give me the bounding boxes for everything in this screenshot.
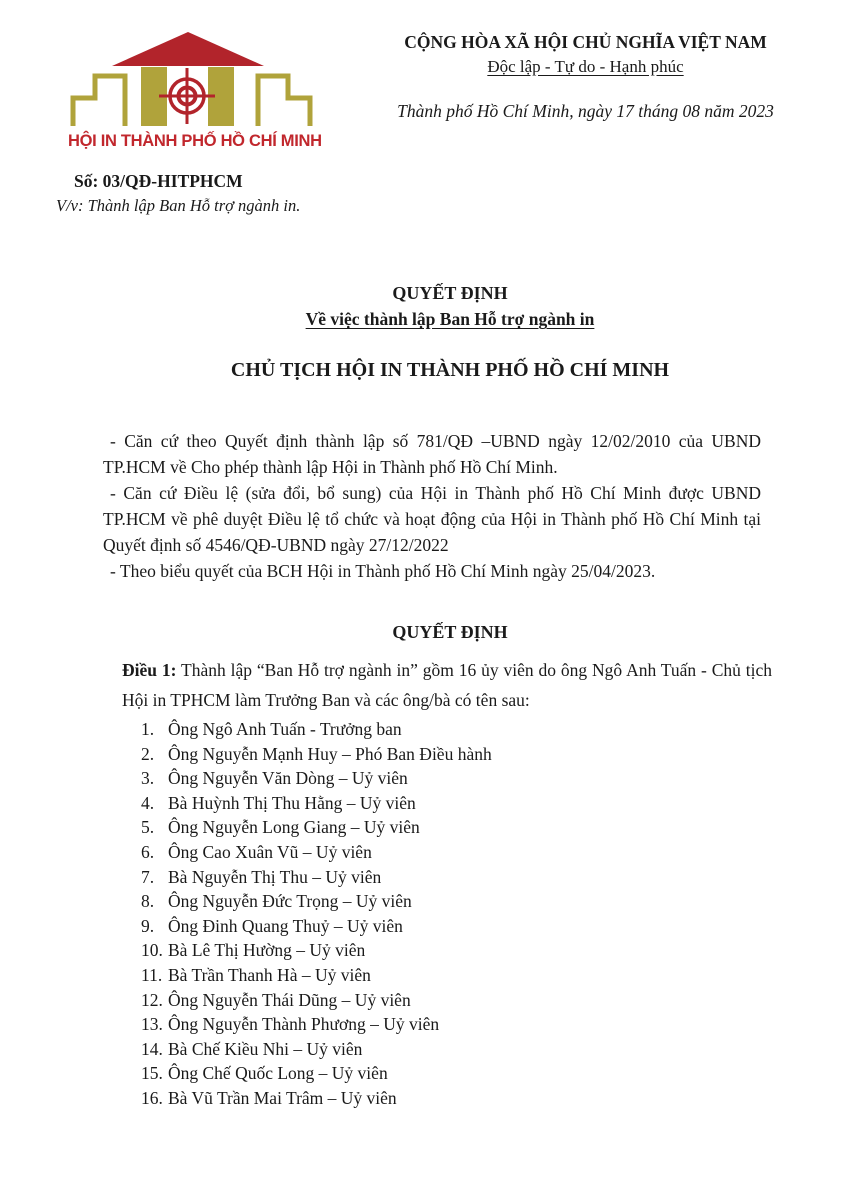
list-item-number: 11. — [141, 964, 163, 985]
list-item-name: Bà Vũ Trần Mai Trâm – Uỷ viên — [168, 1087, 397, 1108]
list-item-number: 15. — [141, 1063, 163, 1084]
list-item-name: Ông Nguyễn Thái Dũng – Uỷ viên — [168, 989, 411, 1010]
list-item — [141, 1037, 701, 1062]
list-item — [141, 815, 701, 840]
emblem-roof-icon — [112, 32, 264, 66]
list-item-name: Ông Nguyễn Mạnh Huy – Phó Ban Điều hành — [168, 743, 492, 764]
list-item — [141, 791, 701, 816]
decision-title: QUYẾT ĐỊNH — [392, 283, 508, 303]
list-item-name: Ông Chế Quốc Long – Uỷ viên — [168, 1063, 388, 1084]
list-item-name: Ông Cao Xuân Vũ – Uỷ viên — [168, 841, 372, 862]
list-item — [141, 1086, 701, 1111]
list-item — [141, 865, 701, 890]
decision-subtitle: Về việc thành lập Ban Hỗ trợ ngành in — [305, 309, 595, 329]
list-item-name: Ông Đinh Quang Thuỷ – Uỷ viên — [168, 915, 403, 936]
list-item — [141, 1012, 701, 1037]
list-item-name: Bà Huỳnh Thị Thu Hằng – Uỷ viên — [168, 792, 416, 813]
list-item-name: Ông Nguyễn Văn Dòng – Uỷ viên — [168, 768, 408, 789]
list-item-name: Bà Nguyễn Thị Thu – Uỷ viên — [168, 866, 382, 887]
preamble-paragraph: - Theo biểu quyết của BCH Hội in Thành phố Hồ Chí Minh ngày 25/04/2023. — [110, 561, 656, 581]
list-item-number: 14. — [141, 1038, 163, 1059]
document-subject: V/v: Thành lập Ban Hỗ trợ ngành in. — [56, 196, 301, 215]
emblem-right-skyline-icon — [258, 76, 310, 126]
association-name: HỘI IN THÀNH PHỐ HỒ CHÍ MINH — [68, 132, 322, 150]
decision-heading: QUYẾT ĐỊNH — [392, 622, 508, 642]
list-item-name: Ông Ngô Anh Tuấn - Trưởng ban — [168, 719, 402, 739]
list-item-name: Bà Chế Kiều Nhi – Uỷ viên — [168, 1038, 363, 1059]
list-item-number: 3. — [141, 768, 155, 789]
list-item-name: Bà Lê Thị Hường – Uỷ viên — [168, 940, 366, 961]
issuing-authority: CHỦ TỊCH HỘI IN THÀNH PHỐ HỒ CHÍ MINH — [230, 359, 670, 381]
national-motto-line: CỘNG HÒA XÃ HỘI CHỦ NGHĨA VIỆT NAM — [404, 32, 767, 52]
list-item — [141, 766, 701, 791]
list-item-number: 9. — [141, 915, 155, 936]
list-item — [141, 914, 701, 939]
preamble-paragraph: - Căn cứ Điều lệ (sửa đổi, bổ sung) của Hội in Thành phố Hồ Chí Minh được UBND TP.HCM về phê duyệt Điều lệ tổ chức và hoạt động của Hội in Thành phố Hồ Chí Minh tại Quyết định số 4546/QĐ-UBND ngày 27/12/2022 — [103, 483, 761, 555]
member-list — [141, 717, 701, 1111]
list-item-number: 2. — [141, 743, 155, 764]
list-item-number: 10. — [141, 940, 163, 961]
independence-line: Độc lập - Tự do - Hạnh phúc — [487, 57, 684, 76]
article-1-text: Thành lập “Ban Hỗ trợ ngành in” gồm 16 ủy viên do ông Ngô Anh Tuấn - Chủ tịch Hội in TPHCM làm Trưởng Ban và các ông/bà có tên sau: — [122, 660, 773, 710]
association-logo — [68, 28, 320, 151]
list-item-number: 5. — [141, 817, 155, 838]
list-item — [141, 717, 701, 742]
list-item — [141, 1061, 701, 1086]
list-item-number: 12. — [141, 989, 163, 1010]
list-item-name: Bà Trần Thanh Hà – Uỷ viên — [168, 964, 371, 985]
list-item-number: 16. — [141, 1087, 163, 1108]
list-item-name: Ông Nguyễn Đức Trọng – Uỷ viên — [168, 891, 412, 912]
list-item-number: 7. — [141, 866, 155, 887]
list-item-name: Ông Nguyễn Long Giang – Uỷ viên — [168, 817, 420, 838]
printing-association-emblem — [68, 28, 320, 128]
list-item-number: 1. — [141, 719, 155, 739]
list-item-number: 4. — [141, 792, 155, 813]
list-item — [141, 938, 701, 963]
reference-block — [56, 171, 386, 216]
place-date-line: Thành phố Hồ Chí Minh, ngày 17 tháng 08 năm 2023 — [397, 101, 774, 121]
emblem-left-skyline-icon — [73, 76, 125, 126]
list-item-number: 8. — [141, 891, 155, 912]
article-1-label: Điều 1: — [122, 660, 177, 680]
list-item — [141, 840, 701, 865]
preamble — [103, 428, 761, 584]
preamble-paragraph: - Căn cứ theo Quyết định thành lập số 781/QĐ –UBND ngày 12/02/2010 của UBND TP.HCM về Cho phép thành lập Hội in Thành phố Hồ Chí Minh. — [103, 431, 761, 477]
list-item-name: Ông Nguyễn Thành Phương – Uỷ viên — [168, 1014, 440, 1035]
national-header — [378, 32, 793, 122]
list-item — [141, 963, 701, 988]
list-item — [141, 988, 701, 1013]
list-item — [141, 889, 701, 914]
article-1 — [122, 655, 772, 715]
registration-mark-icon — [159, 68, 215, 124]
document-number: Số: 03/QĐ-HITPHCM — [74, 171, 243, 191]
list-item-number: 13. — [141, 1014, 163, 1035]
list-item — [141, 742, 701, 767]
list-item-number: 6. — [141, 841, 155, 862]
title-block — [50, 283, 848, 382]
